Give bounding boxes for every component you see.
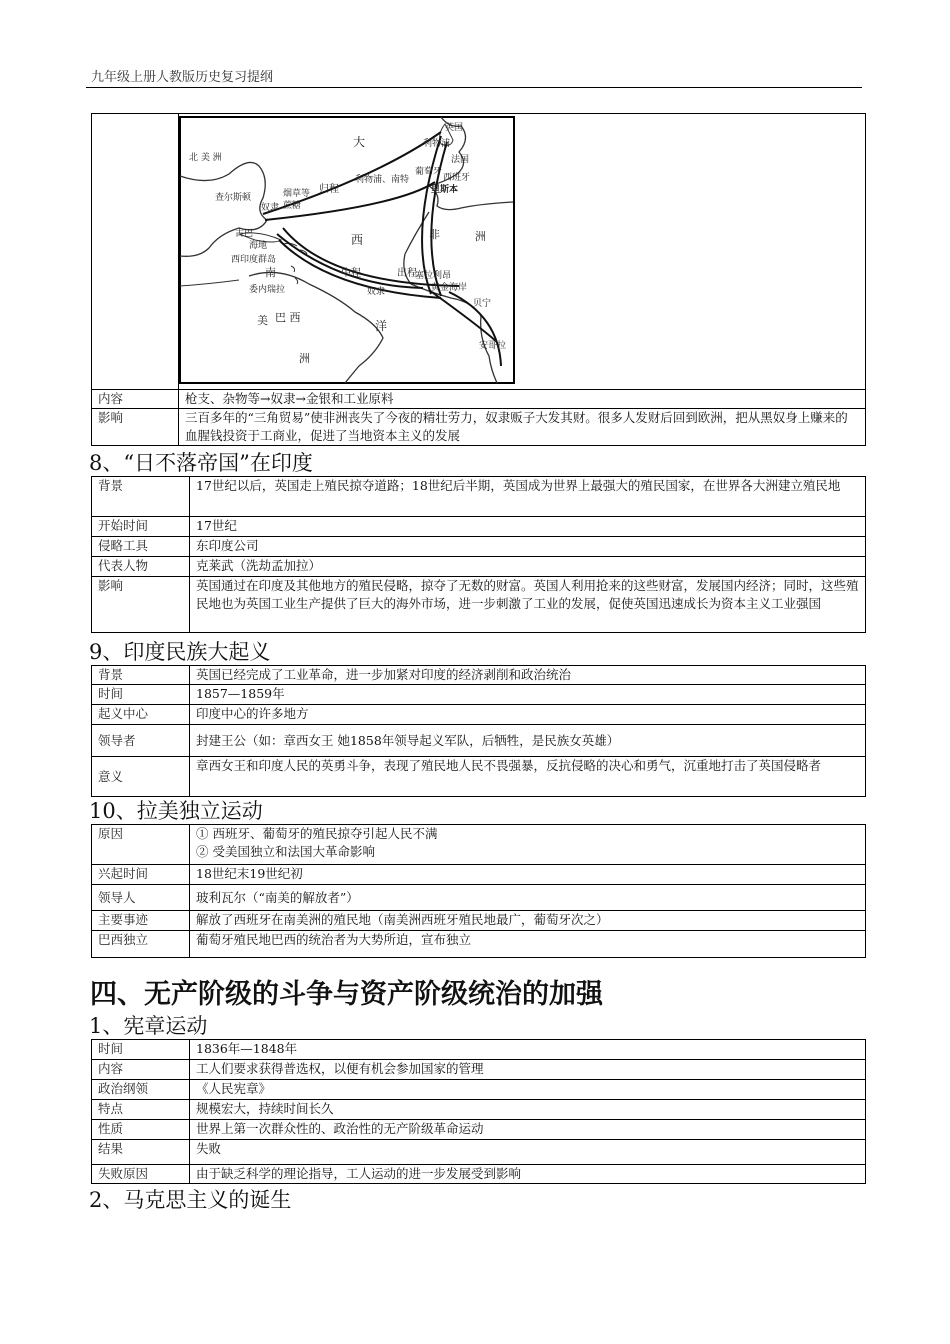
label-guiana: 委内瑞拉 bbox=[249, 285, 286, 295]
label-goods-4: 利物浦、南特 bbox=[355, 175, 410, 185]
row-key: 特点 bbox=[92, 1100, 190, 1120]
table-row bbox=[92, 409, 866, 446]
row-key: 性质 bbox=[92, 1120, 190, 1140]
label-africa-1: 非 bbox=[429, 228, 440, 241]
table-row bbox=[92, 931, 866, 958]
table-row bbox=[92, 757, 866, 797]
label-route-home: 归程 bbox=[319, 184, 339, 195]
row-value: 世界上第一次群众性的、政治性的无产阶级革命运动 bbox=[190, 1120, 866, 1140]
label-north-america: 北 美 洲 bbox=[189, 153, 222, 163]
label-haiti: 海地 bbox=[249, 241, 268, 251]
row-value: 印度中心的许多地方 bbox=[190, 705, 866, 725]
label-africa-2: 洲 bbox=[475, 230, 486, 243]
table-row bbox=[92, 517, 866, 537]
map-cell bbox=[179, 114, 866, 390]
table-row bbox=[92, 1060, 866, 1080]
row-value: 玻利瓦尔（“南美的解放者”） bbox=[190, 885, 866, 911]
row-key: 时间 bbox=[92, 685, 190, 705]
label-spain: 西班牙 bbox=[443, 173, 471, 183]
label-brazil: 巴 西 bbox=[275, 311, 301, 324]
label-sierra: 塞拉利昂 bbox=[415, 271, 452, 281]
row-value: 规模宏大，持续时间长久 bbox=[190, 1100, 866, 1120]
row-key: 侵略工具 bbox=[92, 537, 190, 557]
table-row bbox=[92, 537, 866, 557]
label-charleston: 查尔斯顿 bbox=[215, 193, 252, 203]
row-key: 内容 bbox=[92, 1060, 190, 1080]
chartism-title: 1、宪章运动 bbox=[89, 1014, 208, 1038]
table-row bbox=[92, 911, 866, 931]
label-ocean-mid: 西 bbox=[351, 233, 364, 247]
row-key: 起义中心 bbox=[92, 705, 190, 725]
table-row bbox=[92, 477, 866, 517]
row-key: 代表人物 bbox=[92, 557, 190, 577]
row-value: 章西女王和印度人民的英勇斗争，表现了殖民地人民不畏强暴，反抗侵略的决心和勇气，沉重地打击了英国侵略者 bbox=[190, 757, 866, 797]
row-value: 失败 bbox=[190, 1140, 866, 1165]
label-route-out: 出程 bbox=[397, 268, 417, 279]
row-key: 背景 bbox=[92, 477, 190, 517]
label-cuba: 古巴 bbox=[235, 229, 254, 239]
row-value: 18世纪末19世纪初 bbox=[190, 865, 866, 885]
table-row bbox=[92, 390, 866, 409]
section-8-title: 8、“日不落帝国”在印度 bbox=[89, 451, 313, 475]
label-portugal: 葡萄牙 bbox=[415, 167, 443, 177]
label-liverpool: 利物浦 bbox=[423, 139, 451, 149]
marxism-title: 2、马克思主义的诞生 bbox=[89, 1188, 292, 1212]
label-route-mid: 中程 bbox=[341, 268, 361, 279]
section-10-title: 10、拉美独立运动 bbox=[89, 799, 263, 823]
row-key: 影响 bbox=[92, 577, 190, 633]
label-slaves: 奴隶 bbox=[367, 287, 386, 297]
row-key: 影响 bbox=[92, 409, 179, 446]
label-south-bottom: 洲 bbox=[299, 352, 310, 365]
row-key: 政治纲领 bbox=[92, 1080, 190, 1100]
row-key: 时间 bbox=[92, 1040, 190, 1060]
row-key: 背景 bbox=[92, 666, 190, 685]
row-value: 东印度公司 bbox=[190, 537, 866, 557]
row-key: 开始时间 bbox=[92, 517, 190, 537]
label-south-sub: 美 bbox=[257, 314, 268, 327]
row-key: 领导者 bbox=[92, 725, 190, 757]
table-row bbox=[92, 1140, 866, 1165]
label-lisbon: 里斯本 bbox=[431, 185, 459, 195]
row-value bbox=[190, 825, 866, 865]
row-value: 解放了西班牙在南美洲的殖民地（南美洲西班牙殖民地最广，葡萄牙次之） bbox=[190, 911, 866, 931]
label-goods-2: 奴隶 bbox=[261, 203, 280, 213]
cause-item: ① 西班牙、葡萄牙的殖民掠夺引起人民不满 bbox=[196, 826, 438, 841]
table-row bbox=[92, 1040, 866, 1060]
label-south: 南 bbox=[265, 266, 276, 279]
row-value: 三百多年的“三角贸易”使非洲丧失了今夜的精壮劳力，奴隶贩子大发其财。很多人发财后回到欧洲，把从黑奴身上赚来的血腥钱投资于工商业，促进了当地资本主义的发展 bbox=[179, 409, 866, 446]
table-row bbox=[92, 1080, 866, 1100]
section-9-title: 9、印度民族大起义 bbox=[89, 640, 271, 664]
row-value: 葡萄牙殖民地巴西的统治者为大势所迫，宣布独立 bbox=[190, 931, 866, 958]
table-row bbox=[92, 685, 866, 705]
map-left-cell bbox=[92, 114, 179, 390]
row-value: 由于缺乏科学的理论指导，工人运动的进一步发展受到影响 bbox=[190, 1165, 866, 1184]
label-britain: 英国 bbox=[445, 123, 464, 133]
label-ocean-bottom: 洋 bbox=[375, 319, 388, 333]
row-value: 封建王公（如：章西女王 她1858年领导起义军队，后牺牲，是民族女英雄） bbox=[190, 725, 866, 757]
part-4-heading: 四、无产阶级的斗争与资产阶级统治的加强 bbox=[90, 979, 603, 1010]
label-benin: 贝宁 bbox=[473, 299, 492, 309]
triangle-trade-map bbox=[179, 116, 515, 384]
row-value: 1857—1859年 bbox=[190, 685, 866, 705]
table-row bbox=[92, 1165, 866, 1184]
row-value: 17世纪以后，英国走上殖民掠夺道路；18世纪后半期，英国成为世界上最强大的殖民国家，在世界各大洲建立殖民地 bbox=[190, 477, 866, 517]
label-france: 法国 bbox=[451, 155, 470, 165]
page-header-title: 九年级上册人教版历史复习提纲 bbox=[91, 70, 274, 85]
row-value: 《人民宪章》 bbox=[190, 1080, 866, 1100]
row-key: 主要事迹 bbox=[92, 911, 190, 931]
table-row bbox=[92, 1100, 866, 1120]
row-key: 巴西独立 bbox=[92, 931, 190, 958]
row-value: 克莱武（洗劫孟加拉） bbox=[190, 557, 866, 577]
row-key: 结果 bbox=[92, 1140, 190, 1165]
triangle-trade-table bbox=[91, 113, 866, 446]
table-row bbox=[92, 557, 866, 577]
table-row bbox=[92, 705, 866, 725]
row-value: 英国通过在印度及其他地方的殖民侵略，掠夺了无数的财富。英国人利用抢来的这些财富，发展国内经济；同时，这些殖民地也为英国工业生产提供了巨大的海外市场，进一步刺激了工业的发展，促使英国迅速成长为资本主义工业强国 bbox=[190, 577, 866, 633]
header-divider bbox=[86, 87, 862, 88]
row-key: 失败原因 bbox=[92, 1165, 190, 1184]
table-row bbox=[92, 725, 866, 757]
chartism-table bbox=[91, 1039, 866, 1184]
section-9-table bbox=[91, 665, 866, 797]
row-value: 17世纪 bbox=[190, 517, 866, 537]
table-row bbox=[92, 865, 866, 885]
label-goods-1: 烟草等 bbox=[283, 189, 311, 199]
row-key: 领导人 bbox=[92, 885, 190, 911]
label-west-indies: 西印度群岛 bbox=[231, 255, 277, 265]
row-value: 1836年—1848年 bbox=[190, 1040, 866, 1060]
cause-item: ② 受美国独立和法国大革命影响 bbox=[196, 844, 375, 859]
row-key: 原因 bbox=[92, 825, 190, 865]
table-row bbox=[92, 666, 866, 685]
label-angola: 安哥拉 bbox=[479, 341, 507, 351]
row-key: 意义 bbox=[92, 757, 190, 797]
table-row bbox=[92, 577, 866, 633]
row-value: 英国已经完成了工业革命，进一步加紧对印度的经济剥削和政治统治 bbox=[190, 666, 866, 685]
table-row bbox=[92, 885, 866, 911]
row-key: 内容 bbox=[92, 390, 179, 409]
section-10-table bbox=[91, 824, 866, 958]
label-goods-3: 蔗糖 bbox=[283, 201, 302, 211]
row-key: 兴起时间 bbox=[92, 865, 190, 885]
section-8-table bbox=[91, 476, 866, 633]
table-row bbox=[92, 825, 866, 865]
row-value: 工人们要求获得普选权，以便有机会参加国家的管理 bbox=[190, 1060, 866, 1080]
label-guinea: 黄金海岸 bbox=[431, 283, 468, 293]
table-row bbox=[92, 1120, 866, 1140]
label-ocean-top: 大 bbox=[353, 135, 366, 149]
row-value: 枪支、杂物等→奴隶→金银和工业原料 bbox=[179, 390, 866, 409]
